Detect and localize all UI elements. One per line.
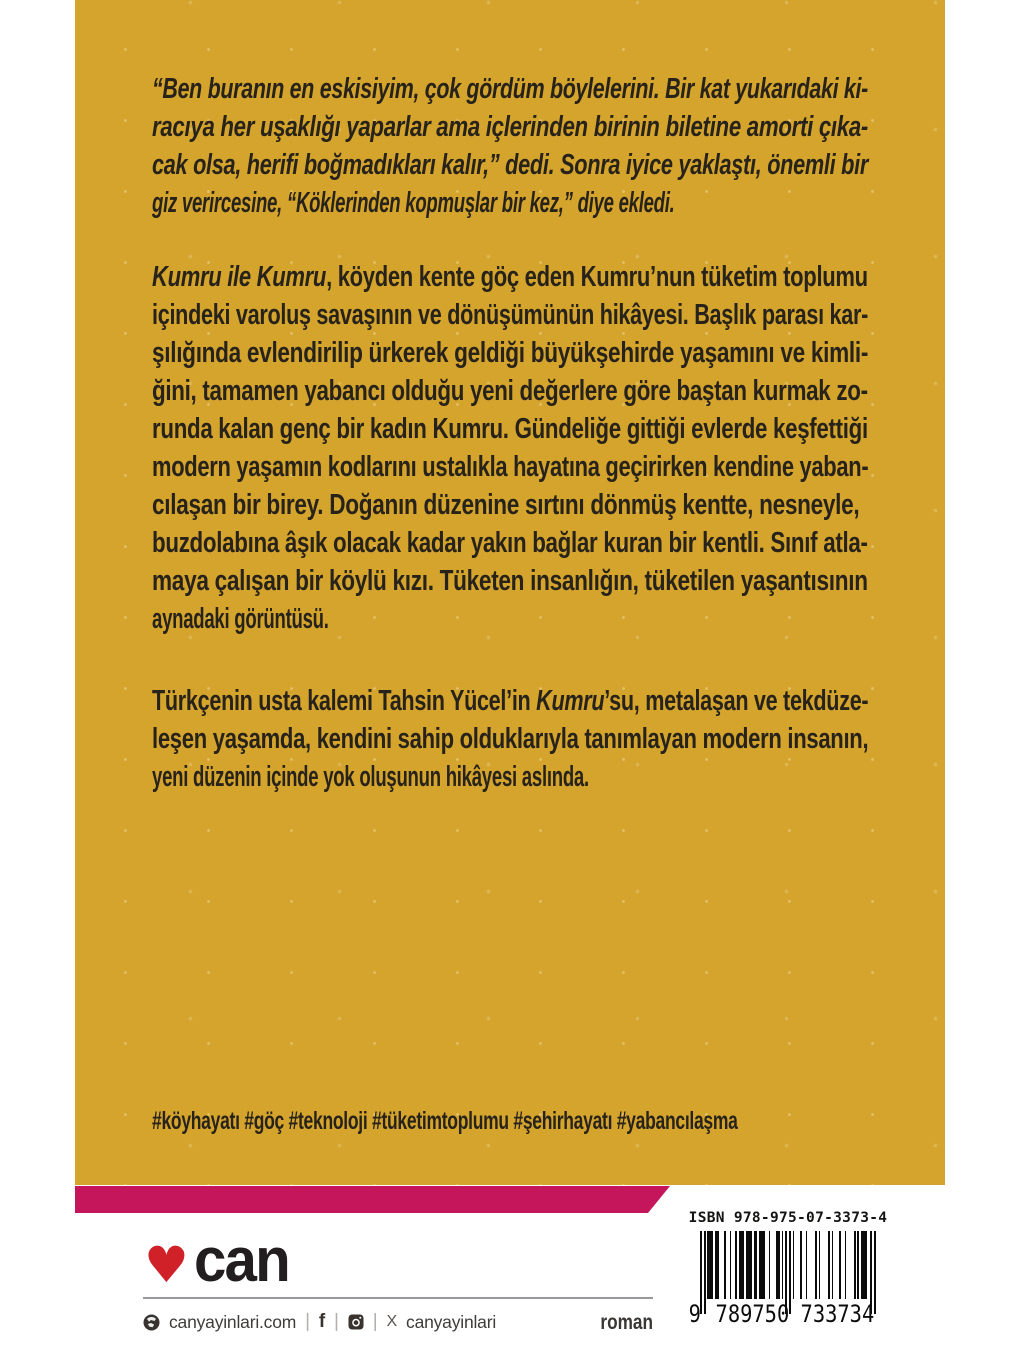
quote-paragraph: “Ben buranın en eskisiyim, çok gördüm böylelerini. Bir kat yukarıdaki ki- racıya her uşaklığı yaparlar ama içlerinden birinin biletine amorti çıka- cak olsa, herifi boğmadıkları kalır,” dedi. Sonra iyice yaklaştı, önemli bir giz verircesine, “Köklerinden kopmuşlar bir kez,” diye ekledi. xyxy=(152,73,869,219)
isbn-label: ISBN 978-975-07-3373-4 xyxy=(688,1210,888,1226)
barcode-digits-right: 733734 xyxy=(800,1300,875,1328)
crimson-stripe xyxy=(75,1186,670,1213)
x-twitter-icon: X xyxy=(386,1313,398,1330)
genre-label: roman xyxy=(600,1311,653,1334)
publisher-wordmark: can xyxy=(193,1226,289,1295)
globe-icon xyxy=(143,1314,160,1331)
closing-paragraph: Türkçenin usta kalemi Tahsin Yücel’in Kumru’su, metalaşan ve tekdüze- leşen yaşamda, kendini sahip olduklarıyla tanımlayan modern insanın, yeni düzenin içinde yok oluşunun hikâyesi aslında. xyxy=(152,685,869,793)
hashtags-line: #köyhayatı #göç #teknoloji #tüketimtoplumu #şehirhayatı #yabancılaşma xyxy=(152,1107,738,1135)
social-row xyxy=(143,1309,496,1335)
separator: | xyxy=(334,1311,339,1332)
barcode-digits xyxy=(688,1300,888,1334)
social-handle: canyayinlari xyxy=(406,1311,497,1332)
heart-icon: ♥ xyxy=(144,1236,189,1294)
instagram-icon xyxy=(348,1314,364,1330)
barcode-digits-left: 789750 xyxy=(715,1300,790,1328)
barcode-digit-first: 9 xyxy=(688,1300,701,1328)
cover-background xyxy=(75,0,945,1185)
separator: | xyxy=(372,1311,378,1332)
publisher-logo xyxy=(144,1226,295,1295)
barcode-block xyxy=(688,1210,888,1338)
separator: | xyxy=(305,1311,310,1332)
synopsis-paragraph: Kumru ile Kumru, köyden kente göç eden Kumru’nun tüketim toplumu içindeki varoluş savaşının ve dönüşümünün hikâyesi. Başlık parası kar- şılığında evlendirilip ürkerek geldiği büyükşehirde yaşamını ve kimli- ğini, tamamen yabancı olduğu yeni değerlere göre baştan kurmak zo- runda kalan genç bir kadın Kumru. Gündeliğe gittiği evlerde keşfettiği modern yaşamın kodlarını ustalıkla hayatına geçirirken kendine yaban- cılaşan bir birey. Doğanın düzenine sırtını dönmüş kentte, nesneyle, buzdolabına âşık olacak kadar yakın bağlar kuran bir kentli. Sınıf atla- maya çalışan bir köylü kızı. Tüketen insanlığın, tüketilen yaşantısının aynadaki görüntüsü. xyxy=(152,261,869,635)
footer-divider-line xyxy=(143,1297,653,1299)
facebook-icon: f xyxy=(318,1311,326,1332)
website-link: canyayinlari.com xyxy=(169,1311,297,1332)
